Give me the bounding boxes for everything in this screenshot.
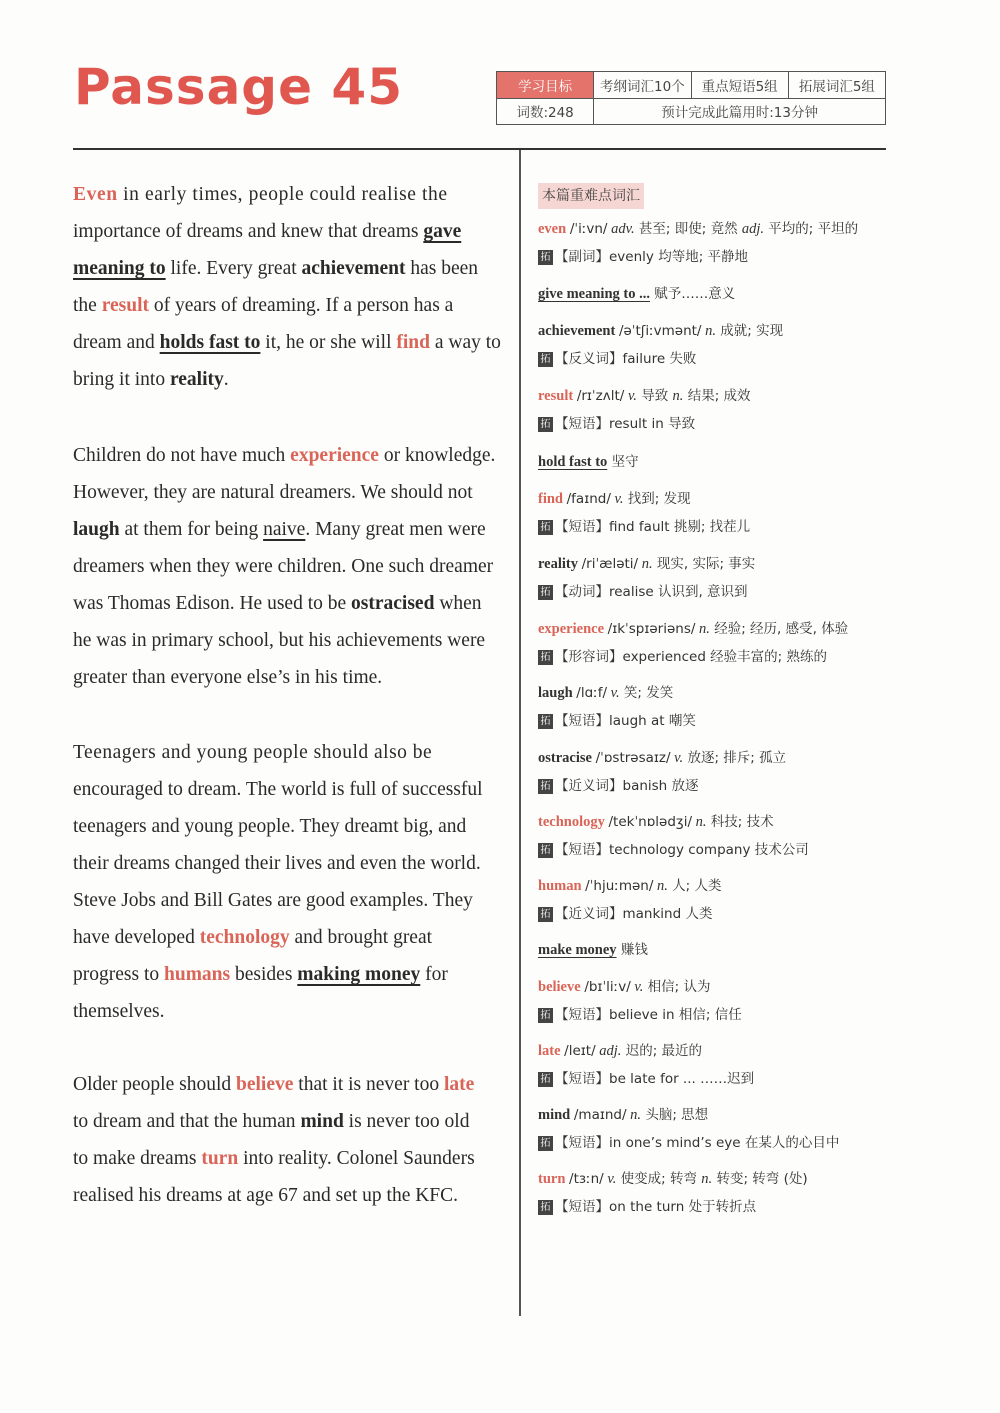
vocab-entry-make-money: make money 赚钱 [538,942,648,958]
extension-icon: 拓 [538,1136,553,1151]
paragraph-1: Even in early times, people could realise the importance of dreams and knew that dreams gave meaning to life. Every great achievement has been the result of years of dreaming. If a person has a dream and holds fast to it, he or she will find a way to bring it into reality. [73,184,501,390]
study-goal-label: 学习目标 [497,72,594,99]
paragraph-4: Older people should believe that it is never too late to dream and that the human mind is never too old to make dreams turn into reality. Colonel Saunders realised his dreams at age 67 and set up the KFC. [73,1074,475,1206]
study-info-table [496,71,886,125]
vocab-entry-result: result /rɪˈzʌlt/ v. 导致 n. 结果; 成效 拓 【短语】result in 导致 [538,388,751,432]
vocab-heading: 本篇重难点词汇 [538,183,644,209]
vocab-entry-technology: technology /tekˈnɒlədʒi/ n. 科技; 技术 拓 【短语】technology company 技术公司 [538,814,809,858]
extension-icon: 拓 [538,520,553,535]
time-estimate: 预计完成此篇用时:13分钟 [594,98,886,125]
vocab-entry-hold-fast-to: hold fast to 坚守 [538,454,639,470]
extension-icon: 拓 [538,1008,553,1023]
vocab-entry-find: find /faɪnd/ v. 找到; 发现 拓 【短语】find fault 挑剔; 找茬儿 [538,491,751,535]
vocab-count: 考纲词汇10个 [594,72,691,99]
vocab-entry-achievement: achievement /əˈtʃiːvmənt/ n. 成就; 实现 拓 【反义词】failure 失败 [538,323,784,367]
extension-icon: 拓 [538,907,553,922]
page-title: Passage 45 [74,58,403,116]
extension-icon: 拓 [538,1200,553,1215]
paragraph-3: Teenagers and young people should also be encouraged to dream. The world is full of successful teenagers and young people. They dreamt big, and their dreams changed their lives and even the world. Steve Jobs and Bill Gates are good examples. They have developed technology and brought great progress to humans besides making money for themselves. [73,742,483,1022]
extension-icon: 拓 [538,585,553,600]
extension-icon: 拓 [538,352,553,367]
vocab-entry-even: even /ˈiːvn/ adv. 甚至; 即使; 竟然 adj. 平均的; 平坦的 拓 【副词】evenly 均等地; 平静地 [538,221,859,265]
word-count: 词数:248 [497,98,594,125]
extension-icon: 拓 [538,779,553,794]
extension-icon: 拓 [538,843,553,858]
key-phrases-count: 重点短语5组 [691,72,788,99]
vocab-entry-reality: reality /riˈæləti/ n. 现实, 实际; 事实 拓 【动词】realise 认识到, 意识到 [538,556,756,600]
column-divider [519,150,521,1316]
vocab-entry-human: human /ˈhjuːmən/ n. 人; 人类 拓 【近义词】mankind 人类 [538,878,722,922]
extension-icon: 拓 [538,417,553,432]
vocab-entry-mind: mind /maɪnd/ n. 头脑; 思想 拓 【短语】in one’s mind’s eye 在某人的心目中 [538,1107,840,1151]
vocab-entry-experience: experience /ɪkˈspɪəriəns/ n. 经验; 经历, 感受, 体验 拓 【形容词】experienced 经验丰富的; 熟练的 [538,621,849,665]
paragraph-2: Children do not have much experience or knowledge. However, they are natural dreamers. We should not laugh at them for being naive. Many great men were dreamers when they were children. One such dreamer was Thomas Edison. He used to be ostracised when he was in primary school, but his achievements were greater than everyone else’s in his time. [73,445,496,688]
vocab-entry-laugh: laugh /lɑːf/ v. 笑; 发笑 拓 【短语】laugh at 嘲笑 [538,685,696,729]
vocab-entry-late: late /leɪt/ adj. 迟的; 最近的 拓 【短语】be late for ... ……迟到 [538,1043,755,1087]
vocab-entry-believe: believe /bɪˈliːv/ v. 相信; 认为 拓 【短语】believe in 相信; 信任 [538,979,742,1023]
extension-icon: 拓 [538,650,553,665]
extension-icon: 拓 [538,1072,553,1087]
header-divider [73,148,886,150]
extension-icon: 拓 [538,714,553,729]
extension-icon: 拓 [538,250,553,265]
vocab-entry-turn: turn /tɜːn/ v. 使变成; 转弯 n. 转变; 转弯 (处) 拓 【短语】on the turn 处于转折点 [538,1171,808,1215]
vocab-entry-ostracise: ostracise /ˈɒstrəsaɪz/ v. 放逐; 排斥; 孤立 拓 【近义词】banish 放逐 [538,750,787,794]
extension-count: 拓展词汇5组 [788,72,885,99]
vocab-entry-give-meaning-to: give meaning to ... 赋予……意义 [538,286,736,302]
